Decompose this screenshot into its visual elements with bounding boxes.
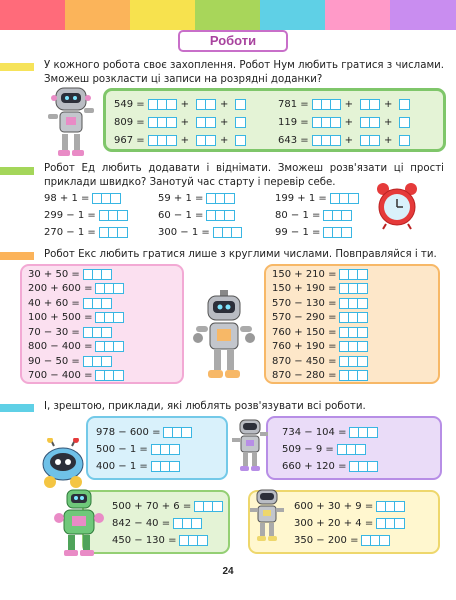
decomposition-row: 809 = + + bbox=[114, 116, 246, 128]
decomposition-row: 549 = + + bbox=[114, 98, 246, 110]
round-example: 200 + 600 = bbox=[28, 283, 124, 295]
final-example: 842 − 40 = bbox=[112, 517, 202, 529]
final-example: 600 + 30 + 9 = bbox=[294, 500, 405, 512]
quick-example: 99 − 1 = bbox=[275, 226, 352, 238]
quick-example: 270 − 1 = bbox=[44, 226, 128, 238]
answer-field[interactable] bbox=[83, 269, 112, 280]
final-example: 500 − 1 = bbox=[96, 443, 180, 455]
answer-field[interactable] bbox=[151, 461, 180, 472]
round-robot-icon bbox=[38, 438, 88, 490]
round-example: 700 − 400 = bbox=[28, 370, 124, 382]
answer-field[interactable] bbox=[95, 312, 124, 323]
answer-field[interactable] bbox=[213, 227, 242, 238]
answer-field[interactable] bbox=[337, 444, 366, 455]
answer-field[interactable] bbox=[83, 356, 112, 367]
final-example: 450 − 130 = bbox=[112, 534, 208, 546]
final-example: 509 − 9 = bbox=[282, 443, 366, 455]
final-example: 500 + 70 + 6 = bbox=[112, 500, 223, 512]
quick-example: 59 + 1 = bbox=[158, 192, 235, 204]
answer-field[interactable] bbox=[206, 210, 235, 221]
answer-field[interactable] bbox=[339, 298, 368, 309]
round-example: 70 − 30 = bbox=[28, 326, 112, 338]
answer-field[interactable] bbox=[206, 193, 235, 204]
answer-field[interactable] bbox=[196, 117, 216, 128]
answer-field[interactable] bbox=[194, 501, 223, 512]
robot-eks-icon bbox=[190, 290, 258, 382]
round-example: 870 − 280 = bbox=[272, 370, 368, 382]
answer-field[interactable] bbox=[99, 227, 128, 238]
answer-field[interactable] bbox=[360, 99, 380, 110]
task1-marker bbox=[0, 63, 34, 71]
round-example: 800 − 400 = bbox=[28, 341, 124, 353]
answer-field[interactable] bbox=[330, 193, 359, 204]
answer-field[interactable] bbox=[399, 135, 410, 146]
decomposition-row: 643 = + + bbox=[278, 134, 410, 146]
answer-field[interactable] bbox=[323, 227, 352, 238]
answer-field[interactable] bbox=[173, 518, 202, 529]
answer-field[interactable] bbox=[235, 117, 246, 128]
answer-field[interactable] bbox=[339, 269, 368, 280]
decomposition-row: 781 = + + bbox=[278, 98, 410, 110]
final-example: 978 − 600 = bbox=[96, 426, 192, 438]
answer-field[interactable] bbox=[312, 99, 341, 110]
answer-field[interactable] bbox=[148, 135, 177, 146]
answer-field[interactable] bbox=[235, 135, 246, 146]
stripe bbox=[130, 0, 195, 30]
answer-field[interactable] bbox=[360, 117, 380, 128]
answer-field[interactable] bbox=[179, 535, 208, 546]
answer-field[interactable] bbox=[99, 210, 128, 221]
answer-field[interactable] bbox=[163, 427, 192, 438]
answer-field[interactable] bbox=[339, 370, 368, 381]
decomposition-row: 967 = + + bbox=[114, 134, 246, 146]
decomposition-row: 119 = + + bbox=[278, 116, 410, 128]
answer-field[interactable] bbox=[399, 117, 410, 128]
answer-field[interactable] bbox=[235, 99, 246, 110]
green-robot-icon bbox=[54, 488, 104, 558]
task1-text: У кожного робота своє захоплення. Робот Нум любить гратися з числами. Зможеш розкласти ці записи на розрядні доданки? bbox=[44, 60, 444, 85]
quick-example: 299 − 1 = bbox=[44, 209, 128, 221]
task2-marker bbox=[0, 167, 34, 175]
task3-marker bbox=[0, 252, 34, 260]
answer-field[interactable] bbox=[83, 327, 112, 338]
round-example: 760 + 150 = bbox=[272, 326, 368, 338]
answer-field[interactable] bbox=[92, 193, 121, 204]
answer-field[interactable] bbox=[376, 518, 405, 529]
stripe bbox=[0, 0, 65, 30]
quick-example: 80 − 1 = bbox=[275, 209, 352, 221]
round-example: 100 + 500 = bbox=[28, 312, 124, 324]
round-example: 570 − 290 = bbox=[272, 312, 368, 324]
round-example: 150 + 210 = bbox=[272, 268, 368, 280]
quick-example: 300 − 1 = bbox=[158, 226, 242, 238]
answer-field[interactable] bbox=[339, 356, 368, 367]
stripe bbox=[325, 0, 390, 30]
final-example: 400 − 1 = bbox=[96, 460, 180, 472]
final-example: 734 − 104 = bbox=[282, 426, 378, 438]
answer-field[interactable] bbox=[151, 444, 180, 455]
stripe bbox=[195, 0, 260, 30]
round-example: 150 + 190 = bbox=[272, 283, 368, 295]
answer-field[interactable] bbox=[349, 461, 378, 472]
quick-example: 199 + 1 = bbox=[275, 192, 359, 204]
answer-field[interactable] bbox=[339, 312, 368, 323]
round-example: 870 − 450 = bbox=[272, 355, 368, 367]
grey-robot-icon bbox=[250, 488, 284, 544]
answer-field[interactable] bbox=[376, 501, 405, 512]
task2-text: Робот Ед любить додавати і віднімати. Зможеш розв'язати ці прості приклади швидко? Занотуй час старту і перевір себе. bbox=[44, 163, 444, 188]
final-example: 350 − 200 = bbox=[294, 534, 390, 546]
stripe bbox=[390, 0, 456, 30]
answer-field[interactable] bbox=[196, 135, 216, 146]
quick-example: 60 − 1 = bbox=[158, 209, 235, 221]
round-example: 30 + 50 = bbox=[28, 268, 112, 280]
answer-field[interactable] bbox=[95, 341, 124, 352]
page-number: 24 bbox=[222, 566, 234, 577]
answer-field[interactable] bbox=[339, 341, 368, 352]
small-robot-icon bbox=[232, 418, 268, 474]
task3-text: Робот Екс любить гратися лише з круглими числами. Повправляйся і ти. bbox=[44, 249, 437, 260]
task4-text: І, зрештою, приклади, які люблять розв'язувати всі роботи. bbox=[44, 401, 366, 412]
answer-field[interactable] bbox=[95, 283, 124, 294]
answer-field[interactable] bbox=[360, 135, 380, 146]
answer-field[interactable] bbox=[361, 535, 390, 546]
page-title: Роботи bbox=[178, 30, 288, 52]
alarm-clock-icon bbox=[374, 180, 420, 230]
answer-field[interactable] bbox=[349, 427, 378, 438]
final-example: 660 + 120 = bbox=[282, 460, 378, 472]
stripe bbox=[65, 0, 130, 30]
round-example: 90 − 50 = bbox=[28, 355, 112, 367]
answer-field[interactable] bbox=[148, 99, 177, 110]
round-example: 760 + 190 = bbox=[272, 341, 368, 353]
answer-field[interactable] bbox=[339, 283, 368, 294]
answer-field[interactable] bbox=[323, 210, 352, 221]
answer-field[interactable] bbox=[312, 135, 341, 146]
round-example: 570 − 130 = bbox=[272, 297, 368, 309]
answer-field[interactable] bbox=[312, 117, 341, 128]
final-example: 300 + 20 + 4 = bbox=[294, 517, 405, 529]
answer-field[interactable] bbox=[95, 370, 124, 381]
round-example: 40 + 60 = bbox=[28, 297, 112, 309]
answer-field[interactable] bbox=[399, 99, 410, 110]
robot-num-icon bbox=[42, 82, 100, 160]
answer-field[interactable] bbox=[148, 117, 177, 128]
stripe bbox=[260, 0, 325, 30]
answer-field[interactable] bbox=[339, 327, 368, 338]
task4-marker bbox=[0, 404, 34, 412]
quick-example: 98 + 1 = bbox=[44, 192, 121, 204]
answer-field[interactable] bbox=[196, 99, 216, 110]
answer-field[interactable] bbox=[83, 298, 112, 309]
